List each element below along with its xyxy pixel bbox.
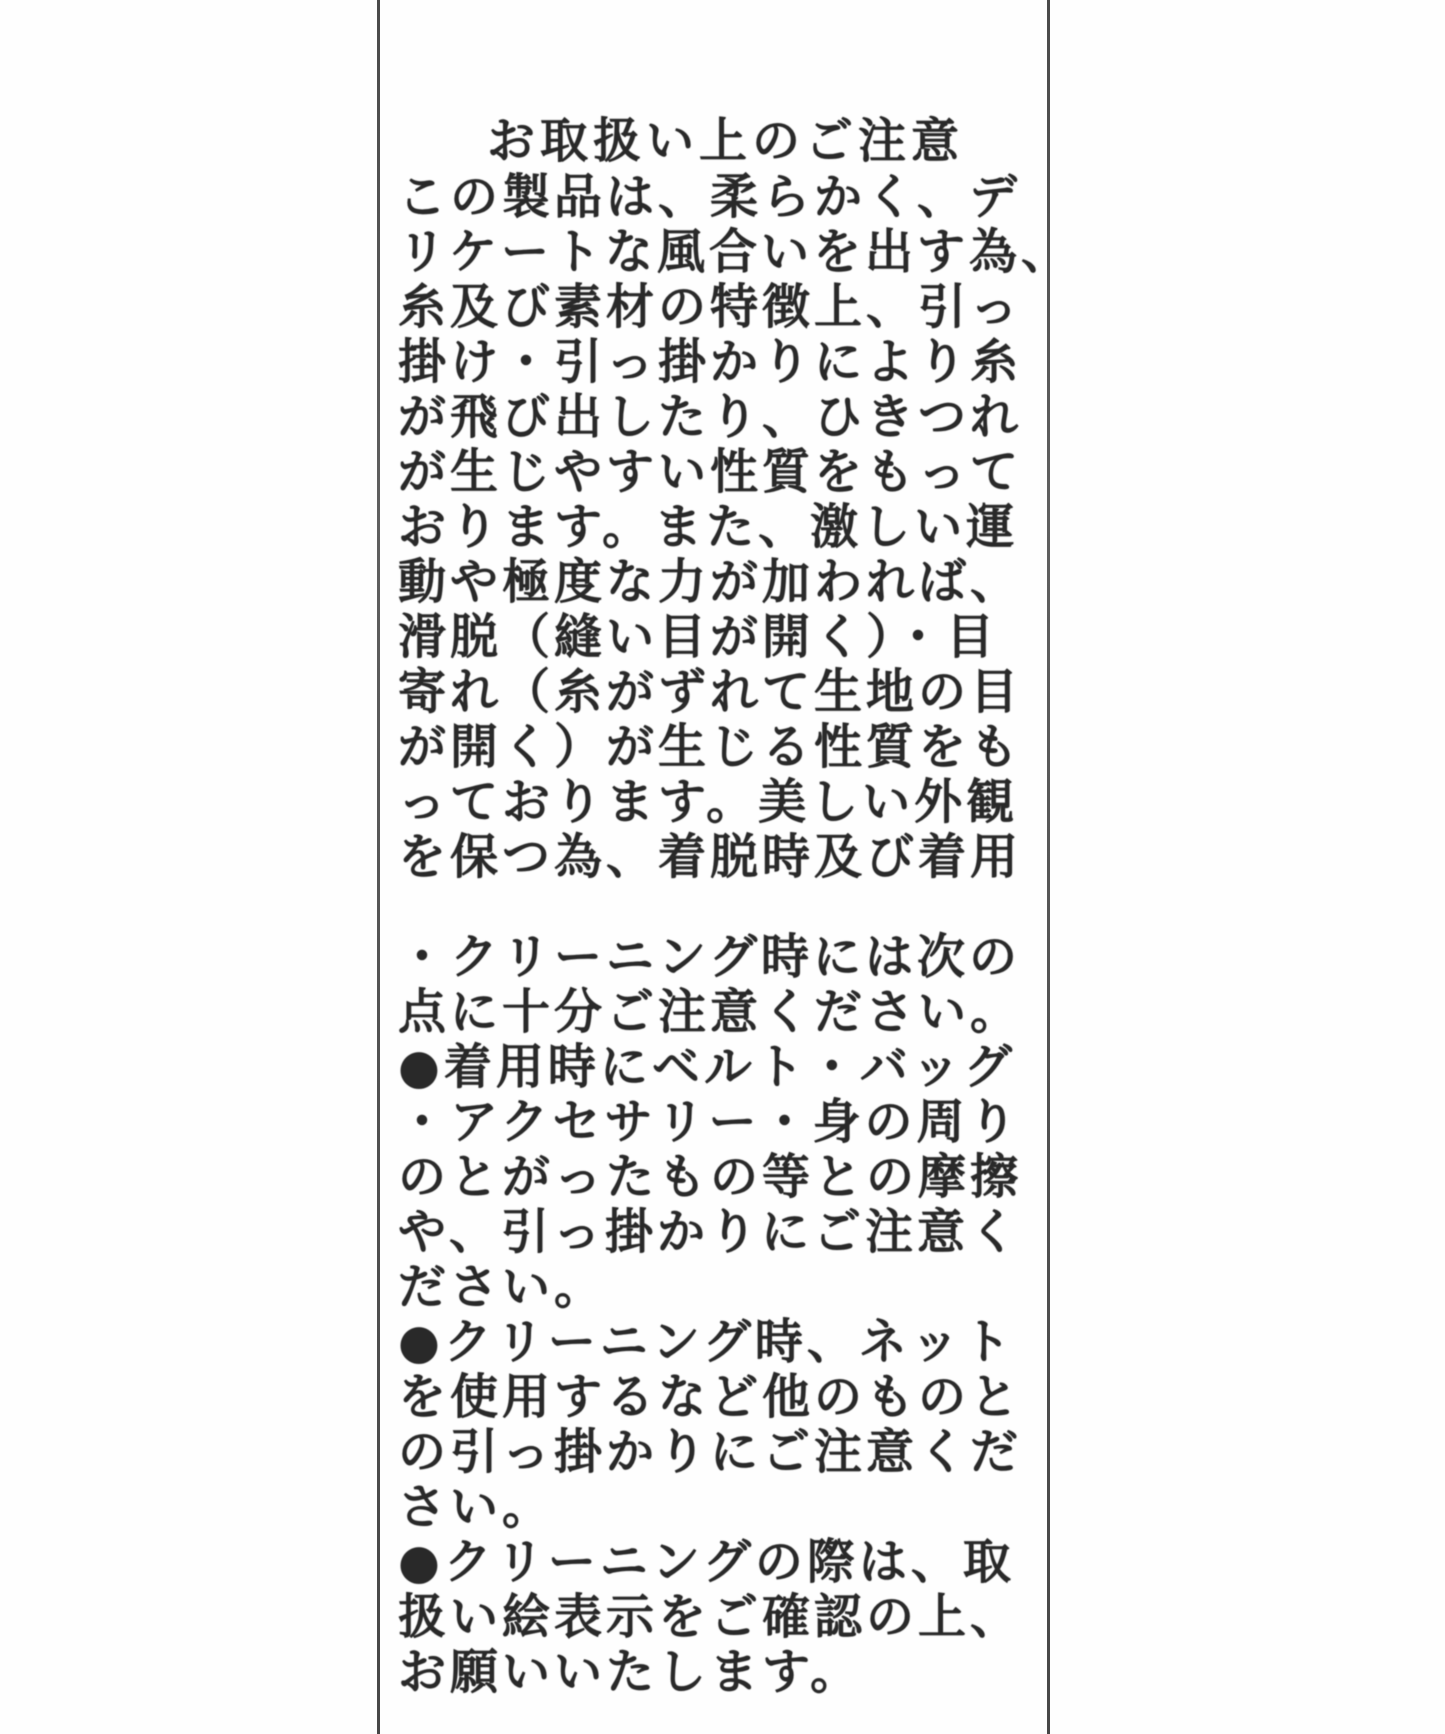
intro-line: が生じやすい性質をもって xyxy=(398,444,1023,500)
care-line: や、引っ掛かりにご注意く xyxy=(398,1204,1022,1260)
care-line: を使用するなど他のものと xyxy=(398,1369,1023,1425)
intro-line: 掛け・引っ掛かりにより糸 xyxy=(398,334,1023,390)
care-line: ・アクセサリー・身の周り xyxy=(398,1094,1021,1150)
intro-line: 滑脱（縫い目が開く）・目 xyxy=(398,609,999,665)
intro-line: 糸及び素材の特徴上、引っ xyxy=(398,279,1023,335)
intro-line: おります。また、激しい運 xyxy=(398,499,1019,555)
label-left-border-line xyxy=(377,0,380,1734)
care-line: ださい。 xyxy=(398,1259,607,1315)
intro-line: 動や極度な力が加われば、 xyxy=(398,554,1023,610)
care-line: の引っ掛かりにご注意くだ xyxy=(398,1424,1023,1480)
intro-line: リケートな風合いを出す為、 xyxy=(398,224,1074,280)
label-text-column xyxy=(398,112,1074,1700)
intro-line: この製品は、柔らかく、デ xyxy=(398,169,1022,225)
care-line: お願いいたします。 xyxy=(398,1644,863,1700)
intro-line: を保つ為、着脱時及び着用 xyxy=(398,829,1023,885)
care-line: ●着用時にベルト・バッグ xyxy=(398,1039,1016,1095)
intro-line: っております。美しい外観 xyxy=(398,774,1019,830)
intro-line: が飛び出したり、ひきつれ xyxy=(398,389,1023,445)
intro-line: 寄れ（糸がずれて生地の目 xyxy=(398,664,1023,720)
label-title: お取扱い上のご注意 xyxy=(486,113,964,169)
care-line: さい。 xyxy=(398,1479,555,1535)
care-instructions xyxy=(398,930,1053,1700)
care-line: ●クリーニングの際は、取 xyxy=(398,1534,1015,1590)
care-line: 扱い絵表示をご確認の上、 xyxy=(398,1589,1023,1645)
care-line: 点に十分ご注意ください。 xyxy=(398,984,1023,1040)
paragraph-gap xyxy=(398,885,1053,930)
care-line: のとがったもの等との摩擦 xyxy=(398,1149,1023,1205)
intro-line: が開く）が生じる性質をも xyxy=(398,719,1023,775)
intro-paragraph xyxy=(398,169,1074,885)
care-line: ・クリーニング時には次の xyxy=(398,929,1022,985)
care-line: ●クリーニング時、ネット xyxy=(398,1314,1015,1370)
